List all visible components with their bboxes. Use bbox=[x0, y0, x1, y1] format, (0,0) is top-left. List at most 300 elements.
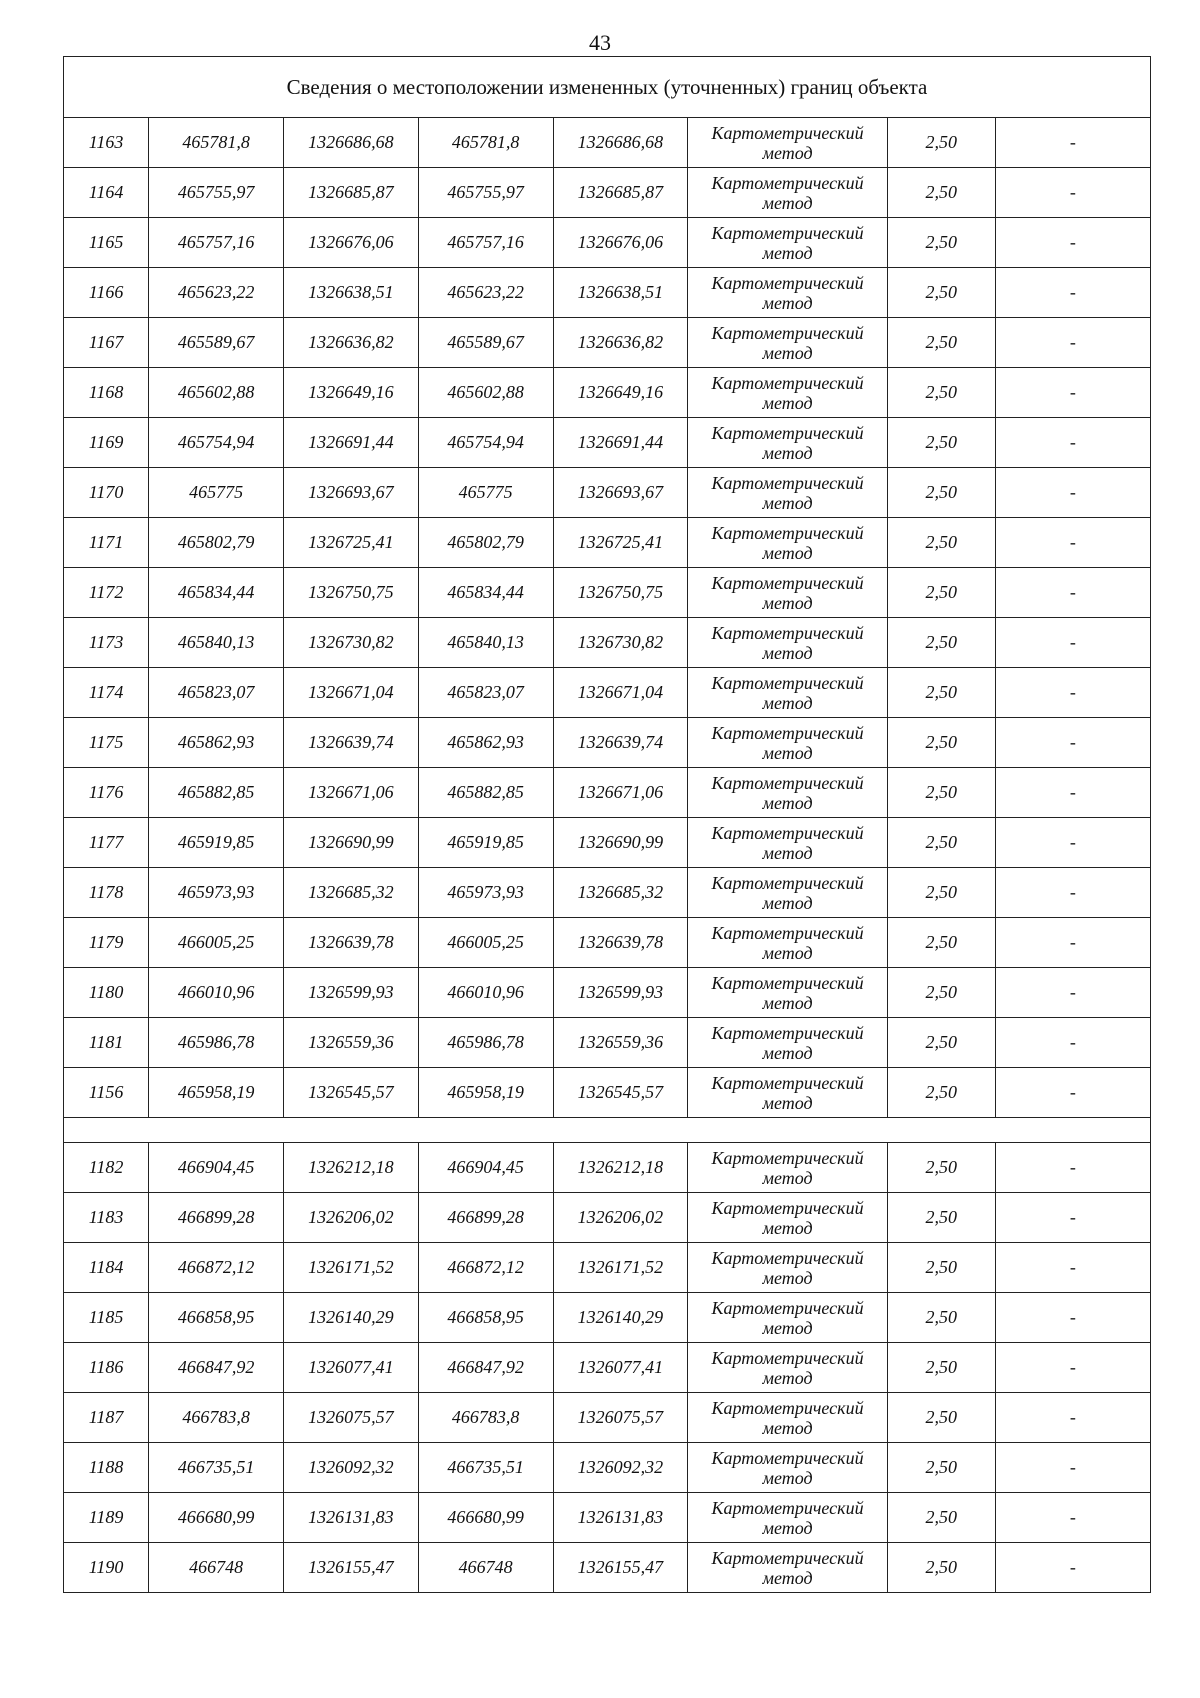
method-line-1: Картометрический bbox=[711, 472, 864, 493]
determination-method bbox=[688, 968, 887, 1018]
refined-y: 1326155,47 bbox=[553, 1543, 688, 1593]
table-row bbox=[64, 168, 1151, 218]
extra-info: - bbox=[995, 1543, 1150, 1593]
determination-method bbox=[688, 1243, 887, 1293]
existing-y: 1326636,82 bbox=[283, 318, 418, 368]
extra-info: - bbox=[995, 218, 1150, 268]
accuracy: 2,50 bbox=[887, 668, 995, 718]
refined-x: 465589,67 bbox=[418, 318, 553, 368]
table-row bbox=[64, 1143, 1151, 1193]
accuracy: 2,50 bbox=[887, 1393, 995, 1443]
determination-method bbox=[688, 1143, 887, 1193]
refined-y: 1326599,93 bbox=[553, 968, 688, 1018]
refined-y: 1326685,32 bbox=[553, 868, 688, 918]
determination-method bbox=[688, 668, 887, 718]
method-line-1: Картометрический bbox=[711, 172, 864, 193]
determination-method bbox=[688, 1393, 887, 1443]
table-title-row bbox=[64, 57, 1151, 118]
table-title: Сведения о местоположении измененных (уточненных) границ объекта bbox=[64, 57, 1151, 118]
existing-x: 465755,97 bbox=[149, 168, 284, 218]
extra-info: - bbox=[995, 668, 1150, 718]
refined-y: 1326693,67 bbox=[553, 468, 688, 518]
accuracy: 2,50 bbox=[887, 1068, 995, 1118]
determination-method bbox=[688, 568, 887, 618]
refined-x: 466748 bbox=[418, 1543, 553, 1593]
accuracy: 2,50 bbox=[887, 468, 995, 518]
group-separator bbox=[64, 1118, 1151, 1143]
point-number: 1172 bbox=[64, 568, 149, 618]
existing-y: 1326725,41 bbox=[283, 518, 418, 568]
existing-x: 465986,78 bbox=[149, 1018, 284, 1068]
existing-x: 466847,92 bbox=[149, 1343, 284, 1393]
method-line-1: Картометрический bbox=[711, 772, 864, 793]
table-row bbox=[64, 418, 1151, 468]
accuracy: 2,50 bbox=[887, 768, 995, 818]
extra-info: - bbox=[995, 418, 1150, 468]
method-line-1: Картометрический bbox=[711, 672, 864, 693]
point-number: 1163 bbox=[64, 118, 149, 168]
extra-info: - bbox=[995, 1393, 1150, 1443]
method-line-1: Картометрический bbox=[711, 1297, 864, 1318]
table-row bbox=[64, 1393, 1151, 1443]
existing-x: 465882,85 bbox=[149, 768, 284, 818]
method-line-1: Картометрический bbox=[711, 222, 864, 243]
determination-method bbox=[688, 768, 887, 818]
refined-x: 466735,51 bbox=[418, 1443, 553, 1493]
extra-info: - bbox=[995, 1243, 1150, 1293]
refined-x: 465623,22 bbox=[418, 268, 553, 318]
method-line-2: метод bbox=[762, 942, 813, 963]
accuracy: 2,50 bbox=[887, 718, 995, 768]
determination-method bbox=[688, 118, 887, 168]
refined-y: 1326559,36 bbox=[553, 1018, 688, 1068]
group-separator-row bbox=[64, 1118, 1151, 1143]
table-row bbox=[64, 1493, 1151, 1543]
point-number: 1181 bbox=[64, 1018, 149, 1068]
accuracy: 2,50 bbox=[887, 368, 995, 418]
accuracy: 2,50 bbox=[887, 968, 995, 1018]
point-number: 1175 bbox=[64, 718, 149, 768]
refined-x: 465757,16 bbox=[418, 218, 553, 268]
refined-y: 1326750,75 bbox=[553, 568, 688, 618]
point-number: 1184 bbox=[64, 1243, 149, 1293]
refined-x: 465802,79 bbox=[418, 518, 553, 568]
existing-x: 465919,85 bbox=[149, 818, 284, 868]
determination-method bbox=[688, 518, 887, 568]
existing-x: 466005,25 bbox=[149, 918, 284, 968]
method-line-2: метод bbox=[762, 1217, 813, 1238]
method-line-1: Картометрический bbox=[711, 1447, 864, 1468]
table-row bbox=[64, 818, 1151, 868]
method-line-2: метод bbox=[762, 242, 813, 263]
point-number: 1170 bbox=[64, 468, 149, 518]
determination-method bbox=[688, 1068, 887, 1118]
method-line-2: метод bbox=[762, 792, 813, 813]
extra-info: - bbox=[995, 1443, 1150, 1493]
table-row bbox=[64, 1193, 1151, 1243]
method-line-2: метод bbox=[762, 442, 813, 463]
refined-x: 466783,8 bbox=[418, 1393, 553, 1443]
refined-y: 1326077,41 bbox=[553, 1343, 688, 1393]
refined-y: 1326212,18 bbox=[553, 1143, 688, 1193]
point-number: 1171 bbox=[64, 518, 149, 568]
refined-y: 1326691,44 bbox=[553, 418, 688, 468]
refined-y: 1326140,29 bbox=[553, 1293, 688, 1343]
existing-y: 1326559,36 bbox=[283, 1018, 418, 1068]
existing-x: 465802,79 bbox=[149, 518, 284, 568]
extra-info: - bbox=[995, 318, 1150, 368]
existing-x: 466904,45 bbox=[149, 1143, 284, 1193]
refined-x: 466872,12 bbox=[418, 1243, 553, 1293]
method-line-1: Картометрический bbox=[711, 1497, 864, 1518]
existing-y: 1326730,82 bbox=[283, 618, 418, 668]
refined-x: 465823,07 bbox=[418, 668, 553, 718]
method-line-2: метод bbox=[762, 642, 813, 663]
existing-x: 465823,07 bbox=[149, 668, 284, 718]
point-number: 1189 bbox=[64, 1493, 149, 1543]
existing-x: 465775 bbox=[149, 468, 284, 518]
refined-x: 465840,13 bbox=[418, 618, 553, 668]
existing-x: 465623,22 bbox=[149, 268, 284, 318]
method-line-1: Картометрический bbox=[711, 1072, 864, 1093]
existing-y: 1326212,18 bbox=[283, 1143, 418, 1193]
determination-method bbox=[688, 868, 887, 918]
point-number: 1167 bbox=[64, 318, 149, 368]
refined-y: 1326686,68 bbox=[553, 118, 688, 168]
determination-method bbox=[688, 918, 887, 968]
refined-x: 466847,92 bbox=[418, 1343, 553, 1393]
existing-y: 1326685,32 bbox=[283, 868, 418, 918]
point-number: 1174 bbox=[64, 668, 149, 718]
refined-y: 1326649,16 bbox=[553, 368, 688, 418]
method-line-1: Картометрический bbox=[711, 522, 864, 543]
table-row bbox=[64, 368, 1151, 418]
accuracy: 2,50 bbox=[887, 818, 995, 868]
existing-y: 1326671,06 bbox=[283, 768, 418, 818]
method-line-1: Картометрический bbox=[711, 322, 864, 343]
determination-method bbox=[688, 418, 887, 468]
table-row bbox=[64, 118, 1151, 168]
method-line-1: Картометрический bbox=[711, 922, 864, 943]
extra-info: - bbox=[995, 118, 1150, 168]
point-number: 1177 bbox=[64, 818, 149, 868]
existing-y: 1326685,87 bbox=[283, 168, 418, 218]
determination-method bbox=[688, 1018, 887, 1068]
determination-method bbox=[688, 1193, 887, 1243]
accuracy: 2,50 bbox=[887, 868, 995, 918]
point-number: 1186 bbox=[64, 1343, 149, 1393]
table-row bbox=[64, 568, 1151, 618]
accuracy: 2,50 bbox=[887, 318, 995, 368]
determination-method bbox=[688, 1543, 887, 1593]
method-line-1: Картометрический bbox=[711, 1197, 864, 1218]
refined-x: 466010,96 bbox=[418, 968, 553, 1018]
accuracy: 2,50 bbox=[887, 568, 995, 618]
extra-info: - bbox=[995, 268, 1150, 318]
existing-y: 1326691,44 bbox=[283, 418, 418, 468]
existing-y: 1326092,32 bbox=[283, 1443, 418, 1493]
refined-x: 465919,85 bbox=[418, 818, 553, 868]
method-line-1: Картометрический bbox=[711, 422, 864, 443]
refined-y: 1326206,02 bbox=[553, 1193, 688, 1243]
refined-y: 1326545,57 bbox=[553, 1068, 688, 1118]
extra-info: - bbox=[995, 1293, 1150, 1343]
refined-x: 465781,8 bbox=[418, 118, 553, 168]
point-number: 1176 bbox=[64, 768, 149, 818]
point-number: 1164 bbox=[64, 168, 149, 218]
method-line-2: метод bbox=[762, 1092, 813, 1113]
refined-y: 1326638,51 bbox=[553, 268, 688, 318]
determination-method bbox=[688, 168, 887, 218]
determination-method bbox=[688, 468, 887, 518]
table-row bbox=[64, 1068, 1151, 1118]
point-number: 1185 bbox=[64, 1293, 149, 1343]
refined-y: 1326639,78 bbox=[553, 918, 688, 968]
extra-info: - bbox=[995, 1143, 1150, 1193]
existing-y: 1326077,41 bbox=[283, 1343, 418, 1393]
method-line-1: Картометрический bbox=[711, 1022, 864, 1043]
extra-info: - bbox=[995, 768, 1150, 818]
table-row bbox=[64, 218, 1151, 268]
refined-x: 465834,44 bbox=[418, 568, 553, 618]
determination-method bbox=[688, 268, 887, 318]
method-line-2: метод bbox=[762, 1367, 813, 1388]
existing-y: 1326690,99 bbox=[283, 818, 418, 868]
refined-y: 1326671,06 bbox=[553, 768, 688, 818]
refined-y: 1326131,83 bbox=[553, 1493, 688, 1543]
determination-method bbox=[688, 618, 887, 668]
existing-x: 466680,99 bbox=[149, 1493, 284, 1543]
refined-x: 465958,19 bbox=[418, 1068, 553, 1118]
existing-y: 1326140,29 bbox=[283, 1293, 418, 1343]
table-row bbox=[64, 1343, 1151, 1393]
existing-x: 465757,16 bbox=[149, 218, 284, 268]
existing-y: 1326686,68 bbox=[283, 118, 418, 168]
table-row bbox=[64, 268, 1151, 318]
existing-x: 466872,12 bbox=[149, 1243, 284, 1293]
accuracy: 2,50 bbox=[887, 118, 995, 168]
refined-y: 1326171,52 bbox=[553, 1243, 688, 1293]
method-line-2: метод bbox=[762, 592, 813, 613]
existing-y: 1326649,16 bbox=[283, 368, 418, 418]
point-number: 1188 bbox=[64, 1443, 149, 1493]
refined-y: 1326636,82 bbox=[553, 318, 688, 368]
point-number: 1166 bbox=[64, 268, 149, 318]
method-line-2: метод bbox=[762, 142, 813, 163]
determination-method bbox=[688, 1343, 887, 1393]
determination-method bbox=[688, 218, 887, 268]
table-row bbox=[64, 1243, 1151, 1293]
determination-method bbox=[688, 1493, 887, 1543]
method-line-2: метод bbox=[762, 342, 813, 363]
extra-info: - bbox=[995, 1068, 1150, 1118]
method-line-1: Картометрический bbox=[711, 122, 864, 143]
accuracy: 2,50 bbox=[887, 1143, 995, 1193]
point-number: 1179 bbox=[64, 918, 149, 968]
point-number: 1169 bbox=[64, 418, 149, 468]
refined-x: 465882,85 bbox=[418, 768, 553, 818]
extra-info: - bbox=[995, 718, 1150, 768]
method-line-2: метод bbox=[762, 842, 813, 863]
refined-x: 465986,78 bbox=[418, 1018, 553, 1068]
accuracy: 2,50 bbox=[887, 418, 995, 468]
extra-info: - bbox=[995, 618, 1150, 668]
accuracy: 2,50 bbox=[887, 268, 995, 318]
point-number: 1168 bbox=[64, 368, 149, 418]
extra-info: - bbox=[995, 1193, 1150, 1243]
method-line-2: метод bbox=[762, 742, 813, 763]
determination-method bbox=[688, 818, 887, 868]
accuracy: 2,50 bbox=[887, 1243, 995, 1293]
extra-info: - bbox=[995, 168, 1150, 218]
method-line-2: метод bbox=[762, 1467, 813, 1488]
table-row bbox=[64, 718, 1151, 768]
method-line-1: Картометрический bbox=[711, 372, 864, 393]
refined-x: 465973,93 bbox=[418, 868, 553, 918]
table-row bbox=[64, 1443, 1151, 1493]
method-line-2: метод bbox=[762, 892, 813, 913]
accuracy: 2,50 bbox=[887, 1343, 995, 1393]
extra-info: - bbox=[995, 1018, 1150, 1068]
accuracy: 2,50 bbox=[887, 618, 995, 668]
refined-x: 466904,45 bbox=[418, 1143, 553, 1193]
refined-y: 1326685,87 bbox=[553, 168, 688, 218]
accuracy: 2,50 bbox=[887, 1193, 995, 1243]
accuracy: 2,50 bbox=[887, 918, 995, 968]
method-line-2: метод bbox=[762, 1317, 813, 1338]
point-number: 1180 bbox=[64, 968, 149, 1018]
method-line-1: Картометрический bbox=[711, 1397, 864, 1418]
table-row bbox=[64, 918, 1151, 968]
method-line-1: Картометрический bbox=[711, 622, 864, 643]
existing-x: 465958,19 bbox=[149, 1068, 284, 1118]
point-number: 1156 bbox=[64, 1068, 149, 1118]
determination-method bbox=[688, 318, 887, 368]
accuracy: 2,50 bbox=[887, 1018, 995, 1068]
accuracy: 2,50 bbox=[887, 1293, 995, 1343]
refined-y: 1326639,74 bbox=[553, 718, 688, 768]
method-line-2: метод bbox=[762, 992, 813, 1013]
method-line-1: Картометрический bbox=[711, 1547, 864, 1568]
extra-info: - bbox=[995, 818, 1150, 868]
method-line-2: метод bbox=[762, 542, 813, 563]
extra-info: - bbox=[995, 468, 1150, 518]
existing-x: 466010,96 bbox=[149, 968, 284, 1018]
table-row bbox=[64, 1293, 1151, 1343]
existing-y: 1326750,75 bbox=[283, 568, 418, 618]
existing-y: 1326638,51 bbox=[283, 268, 418, 318]
existing-x: 465754,94 bbox=[149, 418, 284, 468]
existing-x: 465834,44 bbox=[149, 568, 284, 618]
method-line-1: Картометрический bbox=[711, 822, 864, 843]
method-line-1: Картометрический bbox=[711, 1147, 864, 1168]
extra-info: - bbox=[995, 918, 1150, 968]
table-row bbox=[64, 518, 1151, 568]
existing-x: 465589,67 bbox=[149, 318, 284, 368]
table-row bbox=[64, 868, 1151, 918]
refined-x: 465602,88 bbox=[418, 368, 553, 418]
refined-x: 465775 bbox=[418, 468, 553, 518]
refined-x: 465862,93 bbox=[418, 718, 553, 768]
point-number: 1165 bbox=[64, 218, 149, 268]
method-line-1: Картометрический bbox=[711, 722, 864, 743]
accuracy: 2,50 bbox=[887, 1493, 995, 1543]
table-row bbox=[64, 1018, 1151, 1068]
refined-x: 466005,25 bbox=[418, 918, 553, 968]
existing-y: 1326671,04 bbox=[283, 668, 418, 718]
method-line-2: метод bbox=[762, 692, 813, 713]
existing-x: 466899,28 bbox=[149, 1193, 284, 1243]
method-line-2: метод bbox=[762, 1042, 813, 1063]
existing-y: 1326155,47 bbox=[283, 1543, 418, 1593]
accuracy: 2,50 bbox=[887, 168, 995, 218]
method-line-2: метод bbox=[762, 192, 813, 213]
method-line-2: метод bbox=[762, 1567, 813, 1588]
existing-y: 1326639,74 bbox=[283, 718, 418, 768]
refined-x: 466899,28 bbox=[418, 1193, 553, 1243]
method-line-1: Картометрический bbox=[711, 972, 864, 993]
refined-y: 1326730,82 bbox=[553, 618, 688, 668]
refined-y: 1326676,06 bbox=[553, 218, 688, 268]
table-row bbox=[64, 318, 1151, 368]
refined-x: 465755,97 bbox=[418, 168, 553, 218]
method-line-2: метод bbox=[762, 1517, 813, 1538]
determination-method bbox=[688, 1293, 887, 1343]
existing-y: 1326545,57 bbox=[283, 1068, 418, 1118]
extra-info: - bbox=[995, 1343, 1150, 1393]
table-row bbox=[64, 1543, 1151, 1593]
existing-x: 465840,13 bbox=[149, 618, 284, 668]
point-number: 1187 bbox=[64, 1393, 149, 1443]
determination-method bbox=[688, 1443, 887, 1493]
method-line-1: Картометрический bbox=[711, 1347, 864, 1368]
existing-y: 1326171,52 bbox=[283, 1243, 418, 1293]
method-line-1: Картометрический bbox=[711, 1247, 864, 1268]
point-number: 1173 bbox=[64, 618, 149, 668]
existing-x: 466783,8 bbox=[149, 1393, 284, 1443]
method-line-2: метод bbox=[762, 1267, 813, 1288]
method-line-2: метод bbox=[762, 292, 813, 313]
accuracy: 2,50 bbox=[887, 518, 995, 568]
table-row bbox=[64, 968, 1151, 1018]
table-row bbox=[64, 618, 1151, 668]
existing-y: 1326206,02 bbox=[283, 1193, 418, 1243]
method-line-1: Картометрический bbox=[711, 272, 864, 293]
refined-y: 1326671,04 bbox=[553, 668, 688, 718]
existing-y: 1326639,78 bbox=[283, 918, 418, 968]
existing-y: 1326599,93 bbox=[283, 968, 418, 1018]
point-number: 1178 bbox=[64, 868, 149, 918]
extra-info: - bbox=[995, 868, 1150, 918]
point-number: 1190 bbox=[64, 1543, 149, 1593]
refined-y: 1326725,41 bbox=[553, 518, 688, 568]
table-row bbox=[64, 768, 1151, 818]
determination-method bbox=[688, 368, 887, 418]
method-line-1: Картометрический bbox=[711, 572, 864, 593]
existing-x: 465602,88 bbox=[149, 368, 284, 418]
point-number: 1182 bbox=[64, 1143, 149, 1193]
extra-info: - bbox=[995, 518, 1150, 568]
refined-x: 466858,95 bbox=[418, 1293, 553, 1343]
extra-info: - bbox=[995, 1493, 1150, 1543]
refined-x: 465754,94 bbox=[418, 418, 553, 468]
table-row bbox=[64, 468, 1151, 518]
existing-y: 1326131,83 bbox=[283, 1493, 418, 1543]
existing-y: 1326693,67 bbox=[283, 468, 418, 518]
accuracy: 2,50 bbox=[887, 218, 995, 268]
existing-x: 466735,51 bbox=[149, 1443, 284, 1493]
existing-x: 465973,93 bbox=[149, 868, 284, 918]
